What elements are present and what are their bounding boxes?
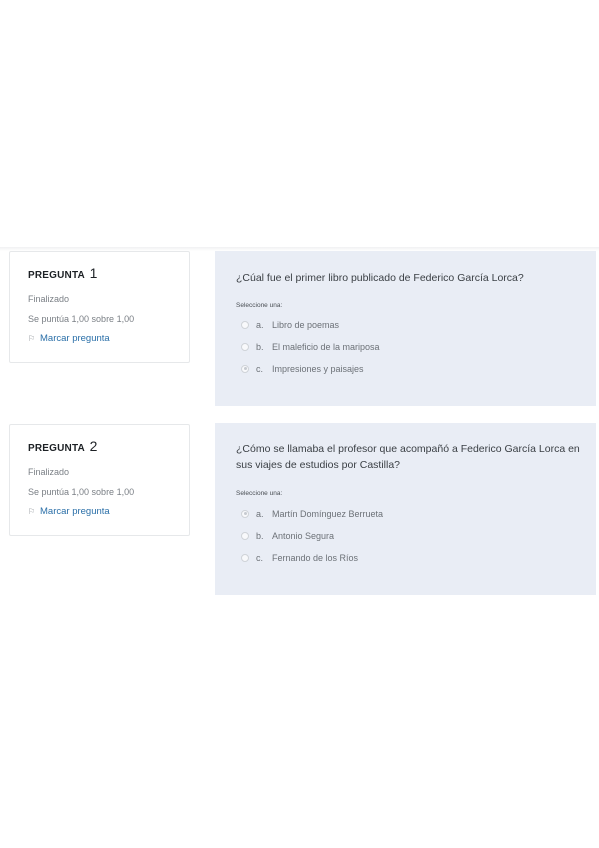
option-text: Libro de poemas <box>272 320 340 330</box>
question-state: Finalizado <box>28 294 70 304</box>
answer-option-c[interactable] <box>241 553 358 565</box>
question-grade: Se puntúa 1,00 sobre 1,00 <box>28 314 135 324</box>
option-letter: c. <box>256 553 264 563</box>
question-2-content <box>215 423 596 595</box>
option-letter: b. <box>256 531 264 541</box>
answer-option-b[interactable] <box>241 342 380 354</box>
flag-icon: ⚐ <box>28 334 36 343</box>
question-state: Finalizado <box>28 467 70 477</box>
option-text: Antonio Segura <box>272 531 335 541</box>
option-letter: b. <box>256 342 264 352</box>
question-2-title <box>28 438 98 454</box>
option-text: Martín Domínguez Berrueta <box>272 509 384 519</box>
question-text: ¿Cómo se llamaba el profesor que acompañó a Federico García Lorca en sus viajes de estudios por Castilla? <box>236 443 580 471</box>
question-label: PREGUNTA <box>28 443 85 454</box>
radio-icon[interactable] <box>241 321 249 329</box>
option-letter: a. <box>256 320 264 330</box>
answer-option-c[interactable] <box>241 364 364 376</box>
answer-option-a[interactable] <box>241 320 339 332</box>
question-1-content <box>215 251 596 406</box>
question-number: 2 <box>89 438 98 454</box>
option-text: El maleficio de la mariposa <box>272 342 380 352</box>
option-text: Fernando de los Ríos <box>272 553 359 563</box>
answer-prompt: Seleccione una: <box>236 490 283 497</box>
answer-prompt: Seleccione una: <box>236 302 283 309</box>
radio-icon[interactable] <box>241 343 249 351</box>
flag-question-label: Marcar pregunta <box>40 333 110 344</box>
answer-option-a[interactable] <box>241 509 383 521</box>
flag-icon: ⚐ <box>28 507 36 516</box>
option-letter: a. <box>256 509 264 519</box>
flag-question-label: Marcar pregunta <box>40 506 110 517</box>
flag-question-link[interactable] <box>28 506 110 517</box>
question-text: ¿Cúal fue el primer libro publicado de Federico García Lorca? <box>236 272 524 284</box>
radio-icon[interactable] <box>241 510 249 518</box>
answer-option-b[interactable] <box>241 531 334 543</box>
question-2-info <box>9 424 190 536</box>
radio-icon[interactable] <box>241 554 249 562</box>
question-1-title <box>28 265 98 281</box>
flag-question-link[interactable] <box>28 333 110 344</box>
radio-icon[interactable] <box>241 365 249 373</box>
question-number: 1 <box>89 265 98 281</box>
question-1-info <box>9 251 190 363</box>
question-grade: Se puntúa 1,00 sobre 1,00 <box>28 487 135 497</box>
radio-icon[interactable] <box>241 532 249 540</box>
option-letter: c. <box>256 364 264 374</box>
question-label: PREGUNTA <box>28 270 85 281</box>
option-text: Impresiones y paisajes <box>272 364 364 374</box>
